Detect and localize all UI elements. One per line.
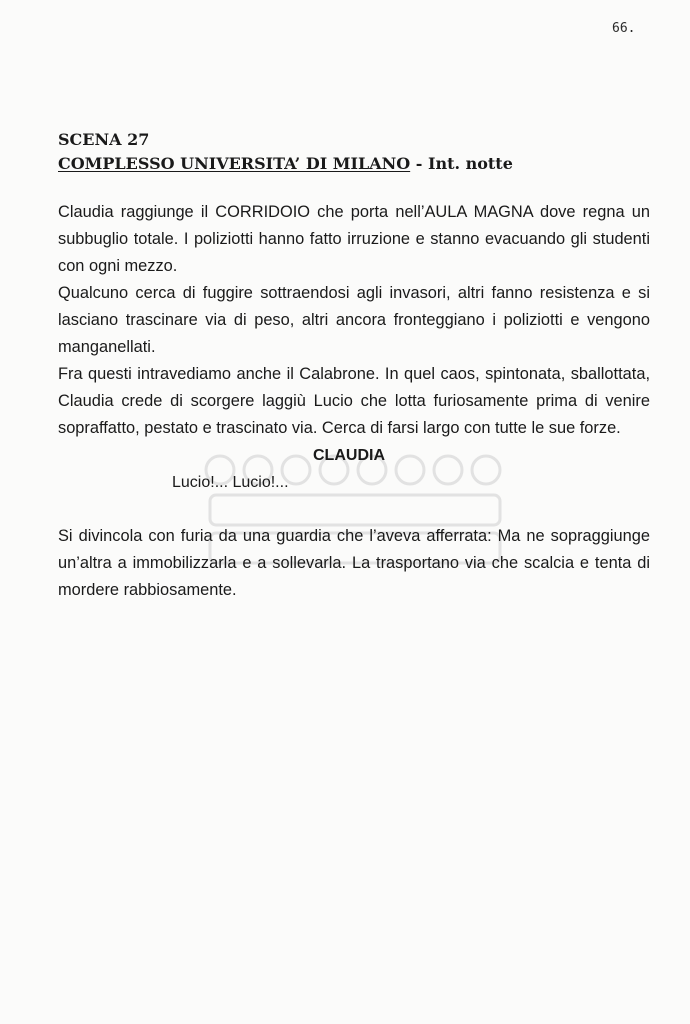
- closing-action-block: [58, 523, 650, 604]
- dialogue-line: Lucio!... Lucio!...: [172, 474, 289, 491]
- action-block: [58, 199, 650, 442]
- scene-location: COMPLESSO UNIVERSITA’ DI MILANO: [58, 154, 411, 173]
- scene-number: SCENA 27: [58, 130, 150, 149]
- character-name: CLAUDIA: [313, 447, 385, 464]
- page-number: 66.: [612, 21, 636, 36]
- closing-paragraph: Si divincola con furia da una guardia che l’aveva afferrata: Ma ne sopraggiunge un’altra a immobilizzarla e a sollevarla. La trasportano via che scalcia e tenta di mordere rabbiosamente.: [58, 527, 650, 599]
- action-paragraph: Fra questi intravediamo anche il Calabrone. In quel caos, spintonata, sballottata, Claudia crede di scorgere laggiù Lucio che lotta furiosamente prima di venire sopraffatto, pestato e trascinato via. Cerca di farsi largo con tutte le sue forze.: [58, 365, 650, 437]
- scene-time: - Int. notte: [410, 154, 513, 173]
- action-paragraph: Claudia raggiunge il CORRIDOIO che porta nell’AULA MAGNA dove regna un subbuglio totale. I poliziotti hanno fatto irruzione e stanno evacuando gli studenti con ogni mezzo.: [58, 203, 650, 275]
- scene-heading: [58, 152, 650, 176]
- script-page-content: [58, 128, 650, 604]
- action-paragraph: Qualcuno cerca di fuggire sottraendosi agli invasori, altri fanno resistenza e si lasciano trascinare via di peso, altri ancora fronteggiano i poliziotti e vengono manganellati.: [58, 284, 650, 356]
